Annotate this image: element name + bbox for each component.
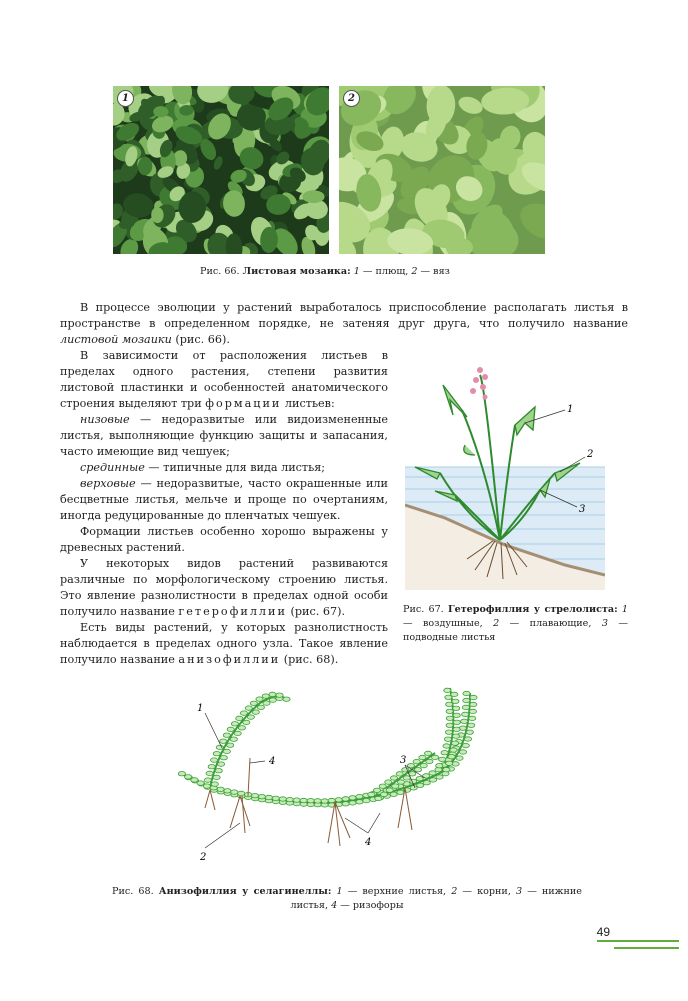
selaginella-leaf — [419, 755, 426, 759]
selaginella-leaf — [234, 731, 241, 735]
selaginella-leaf — [286, 797, 293, 801]
page-rule-bottom — [614, 947, 679, 949]
p5-term: анизофиллии — [178, 653, 281, 666]
selaginella-leaf — [265, 795, 272, 799]
fig67-text-3: — подводные листья — [403, 618, 628, 643]
selaginella-leaf — [247, 715, 254, 719]
selaginella-leaf — [216, 745, 223, 749]
d1-term: низовые — [80, 413, 130, 426]
flowers — [470, 367, 488, 400]
selaginella-leaf — [272, 796, 279, 800]
p4-ref: (рис. 67). — [286, 605, 346, 618]
selaginella-leaf — [356, 794, 363, 798]
selaginella-leaf — [250, 701, 257, 705]
selaginella-leaf — [403, 776, 410, 780]
fig67-text-1: — воздушные, — [403, 618, 494, 629]
selaginella-leaf — [445, 730, 452, 734]
selaginella-leaf — [462, 705, 469, 709]
selaginella-leaf — [356, 800, 363, 804]
page-number: 49 — [596, 925, 610, 939]
fig66-text-2: — вяз — [417, 266, 450, 277]
leaf-shape — [302, 190, 324, 203]
selaginella-leaf — [430, 778, 437, 782]
fig67-text-2: — плавающие, — [499, 618, 602, 629]
selaginella-leaf — [245, 706, 252, 710]
paragraph-mosaic — [60, 300, 628, 348]
selaginella-leaf — [462, 712, 469, 716]
selaginella-leaf — [446, 761, 453, 765]
selaginella-stems — [180, 688, 470, 803]
selaginella-leaf — [417, 783, 424, 787]
selaginella-leaf — [300, 798, 307, 802]
selaginella-leaf — [420, 763, 427, 767]
selaginella-leaf — [466, 730, 473, 734]
selaginella-leaf — [446, 702, 453, 706]
selaginella-leaf — [263, 701, 270, 705]
selaginella-leaf — [416, 777, 423, 781]
d2-term: срединные — [80, 461, 145, 474]
photo-ivy — [113, 86, 329, 254]
column-text — [60, 348, 388, 668]
selaginella-leaf — [256, 697, 263, 701]
fig67-caption — [403, 603, 628, 645]
selaginella-leaf — [390, 776, 397, 780]
selaginella-leaf — [392, 784, 399, 788]
selaginella-leaf — [342, 797, 349, 801]
selaginella-leaf — [375, 796, 382, 800]
selaginella-leaf — [436, 775, 443, 779]
selaginella-leaf — [444, 688, 451, 692]
selaginella-leaf — [197, 781, 204, 785]
selaginella-leaf — [227, 727, 234, 731]
fig67-label-1: 1 — [567, 404, 574, 415]
selaginella-leaf — [462, 743, 469, 747]
selaginella-leaf — [314, 799, 321, 803]
selaginella-leaf — [379, 784, 386, 788]
fig67-num-1: 1 — [621, 604, 628, 615]
selaginella-leaf — [390, 792, 397, 796]
selaginella-leaf — [257, 705, 264, 709]
selaginella-leaf — [463, 691, 470, 695]
fig68-caption-prefix: Рис. 68. — [112, 886, 154, 897]
selaginella-leaf — [262, 694, 269, 698]
p5-ref: (рис. 68). — [280, 653, 339, 666]
selaginella-leaf — [321, 799, 328, 803]
selaginella-leaf — [223, 733, 230, 737]
fig68-num-4: 4 — [331, 900, 338, 911]
selaginella-leaf — [410, 779, 417, 783]
selaginella-leaf — [206, 771, 213, 775]
selaginella-leaf — [204, 778, 211, 782]
d3-term: верховые — [80, 477, 136, 490]
selaginella-leaf — [220, 756, 227, 760]
photo-elm — [339, 86, 545, 254]
p2-term: формации — [205, 397, 282, 410]
page-rule-top — [597, 940, 679, 942]
selaginella-leaf — [452, 699, 459, 703]
selaginella-leaf — [258, 795, 265, 799]
selaginella-leaf — [453, 706, 460, 710]
selaginella-leaf — [446, 709, 453, 713]
fig67-num-2: 2 — [493, 618, 500, 629]
photo-1-badge: 1 — [117, 90, 134, 107]
selaginella-leaf — [243, 720, 250, 724]
fig68-text-2: — корни, — [457, 886, 516, 897]
p3-text: Формации листьев особенно хорошо выражены у древесных растений. — [60, 525, 388, 554]
selaginella-leaf — [461, 719, 468, 723]
selaginella-leaf — [208, 765, 215, 769]
fig68-label-2: 2 — [200, 852, 207, 863]
selaginella-leaf — [456, 756, 463, 760]
selaginella-leaf — [426, 759, 433, 763]
fig68-text-1: — верхние листья, — [342, 886, 452, 897]
selaginella-leaf — [459, 750, 466, 754]
selaginella-leaf — [368, 792, 375, 796]
selaginella-leaf — [397, 790, 404, 794]
selaginella-leaf — [444, 737, 451, 741]
fig68-label-1: 1 — [197, 703, 204, 714]
fig68-num-1: 1 — [336, 886, 343, 897]
selaginella-leaf — [448, 755, 455, 759]
selaginella-leaf — [443, 744, 450, 748]
selaginella-leaf — [410, 786, 417, 790]
selaginella-leaf — [423, 781, 430, 785]
selaginella-leaf — [349, 801, 356, 805]
fig68-caption — [112, 885, 582, 913]
selaginella-leaf — [252, 710, 259, 714]
selaginella-leaf — [385, 780, 392, 784]
selaginella-leaf — [213, 775, 220, 779]
fig67-num-3: 3 — [601, 618, 608, 629]
selaginella-leaf — [231, 722, 238, 726]
selaginella-leaf — [413, 759, 420, 763]
selaginella-leaf — [238, 791, 245, 795]
p1-term: листовой мозаики — [60, 333, 172, 346]
selaginella-leaf — [224, 789, 231, 793]
selaginella-leaf — [470, 695, 477, 699]
selaginella-leaf — [349, 796, 356, 800]
selaginella-leaf — [227, 743, 234, 747]
d2-text: — типичные для вида листья; — [144, 461, 326, 474]
p5-text: Есть виды растений, у которых разнолистность наблюдается в пределах одного узла. Такое явление получило название — [60, 621, 388, 666]
selaginella-leaf — [425, 751, 432, 755]
fig68-num-3: 3 — [515, 886, 523, 897]
selaginella-leaf — [463, 698, 470, 702]
photo-2-badge: 2 — [343, 90, 360, 107]
fig67-label-3: 3 — [579, 504, 586, 515]
selaginella-leaf — [191, 778, 198, 782]
fig68-label-4b: 4 — [365, 837, 372, 848]
fig66-caption-title: Листовая мозаика: — [242, 266, 351, 277]
selaginella-leaf — [211, 758, 218, 762]
selaginella-leaf — [236, 716, 243, 720]
selaginella-leaf — [432, 755, 439, 759]
selaginella-leaf — [283, 697, 290, 701]
fig68-illustration — [170, 678, 500, 873]
selaginella-leaf — [453, 727, 460, 731]
fig68-text-4: — ризофоры — [337, 900, 404, 911]
fig68-caption-title: Анизофиллия у селагинеллы: — [158, 886, 332, 897]
fig67-label-2: 2 — [587, 449, 594, 460]
selaginella-leaf — [251, 794, 258, 798]
selaginella-leaf — [276, 693, 283, 697]
selaginella-leaf — [279, 797, 286, 801]
selaginella-leaf — [293, 798, 300, 802]
selaginella-leaves — [178, 688, 477, 807]
selaginella-leaf — [446, 716, 453, 720]
selaginella-leaf — [230, 737, 237, 741]
d3-text: — недоразвитые, часто окрашенные или бесцветные листья, мельче и проще по очертаниям, иногда редуцированные до пленчатых чешуек. — [60, 477, 388, 522]
selaginella-leaf — [397, 780, 404, 784]
selaginella-leaf — [468, 723, 475, 727]
fig67-caption-title: Гетерофиллия у стрелолиста: — [447, 604, 618, 615]
fig66-caption-prefix: Рис. 66. — [200, 266, 240, 277]
selaginella-leaf — [269, 692, 276, 696]
selaginella-leaf — [469, 709, 476, 713]
selaginella-leaf — [211, 782, 218, 786]
selaginella-leaf — [439, 757, 446, 761]
p4-term: гетерофиллии — [178, 605, 287, 618]
fig67-illustration — [405, 355, 605, 590]
fig66-num-1: 1 — [353, 266, 360, 277]
selaginella-leaf — [453, 720, 460, 724]
selaginella-leaf — [342, 802, 349, 806]
selaginella-leaf — [231, 790, 238, 794]
selaginella-leaf — [223, 749, 230, 753]
selaginella-leaf — [451, 741, 458, 745]
selaginella-leaf — [464, 737, 471, 741]
p4-text: У некоторых видов растений развиваются различные по морфологическому строению листья. Это явление разнолистности в пределах одной особи получило название — [60, 557, 388, 618]
selaginella-leaf — [215, 769, 222, 773]
selaginella-leaf — [220, 739, 227, 743]
selaginella-leaf — [453, 713, 460, 717]
selaginella-leaf — [185, 775, 192, 779]
d1-text: — недоразвитые или видоизмененные листья, выполняющие функцию защиты и запасания, часто имеющие вид чешуек; — [60, 413, 388, 458]
selaginella-leaf — [386, 788, 393, 792]
selaginella-leaf — [446, 723, 453, 727]
selaginella-leaf — [178, 772, 185, 776]
selaginella-leaf — [269, 698, 276, 702]
selaginella-leaf — [240, 711, 247, 715]
selaginella-leaf — [335, 798, 342, 802]
fig68-text-3: — нижние листья, — [290, 886, 582, 911]
selaginella-leaf — [451, 692, 458, 696]
fig68-num-2: 2 — [451, 886, 458, 897]
fig66-caption — [200, 265, 580, 279]
selaginella-leaf — [218, 762, 225, 766]
p2-text: В зависимости от расположения листьев в пределах одного растения, степени развития листовой пластинки и особенностей анатомического строения выделяют три — [60, 349, 388, 410]
selaginella-leaf — [429, 771, 436, 775]
fig66-num-2: 2 — [411, 266, 418, 277]
p1-text: В процессе эволюции у растений выработалось приспособление располагать листья в пространстве в определенном порядке, не затеняя друг друга, что получило название — [60, 301, 628, 330]
selaginella-leaf — [217, 787, 224, 791]
selaginella-leaf — [414, 768, 421, 772]
fig68-label-4a: 4 — [269, 756, 276, 767]
selaginella-leaf — [363, 798, 370, 802]
selaginella-leaf — [307, 799, 314, 803]
selaginella-leaf — [396, 772, 403, 776]
selaginella-leaf — [469, 716, 476, 720]
selaginella-leaf — [373, 788, 380, 792]
selaginella-leaf — [470, 702, 477, 706]
selaginella-leaf — [238, 726, 245, 730]
selaginella-leaf — [441, 751, 448, 755]
selaginella-leaf — [443, 768, 450, 772]
fig66-text-1: — плющ, — [359, 266, 412, 277]
p2-end: листьев: — [281, 397, 335, 410]
p1-ref: (рис. 66). — [171, 333, 230, 346]
selaginella-leaf — [436, 764, 443, 768]
selaginella-leaf — [213, 752, 220, 756]
selaginella-leaf — [203, 784, 210, 788]
fig67-caption-prefix: Рис. 67. — [403, 604, 444, 615]
selaginella-leaf — [380, 792, 387, 796]
fig68-label-3: 3 — [400, 755, 407, 766]
selaginella-leaf — [450, 748, 457, 752]
selaginella-leaf — [452, 734, 459, 738]
selaginella-leaf — [328, 798, 335, 802]
